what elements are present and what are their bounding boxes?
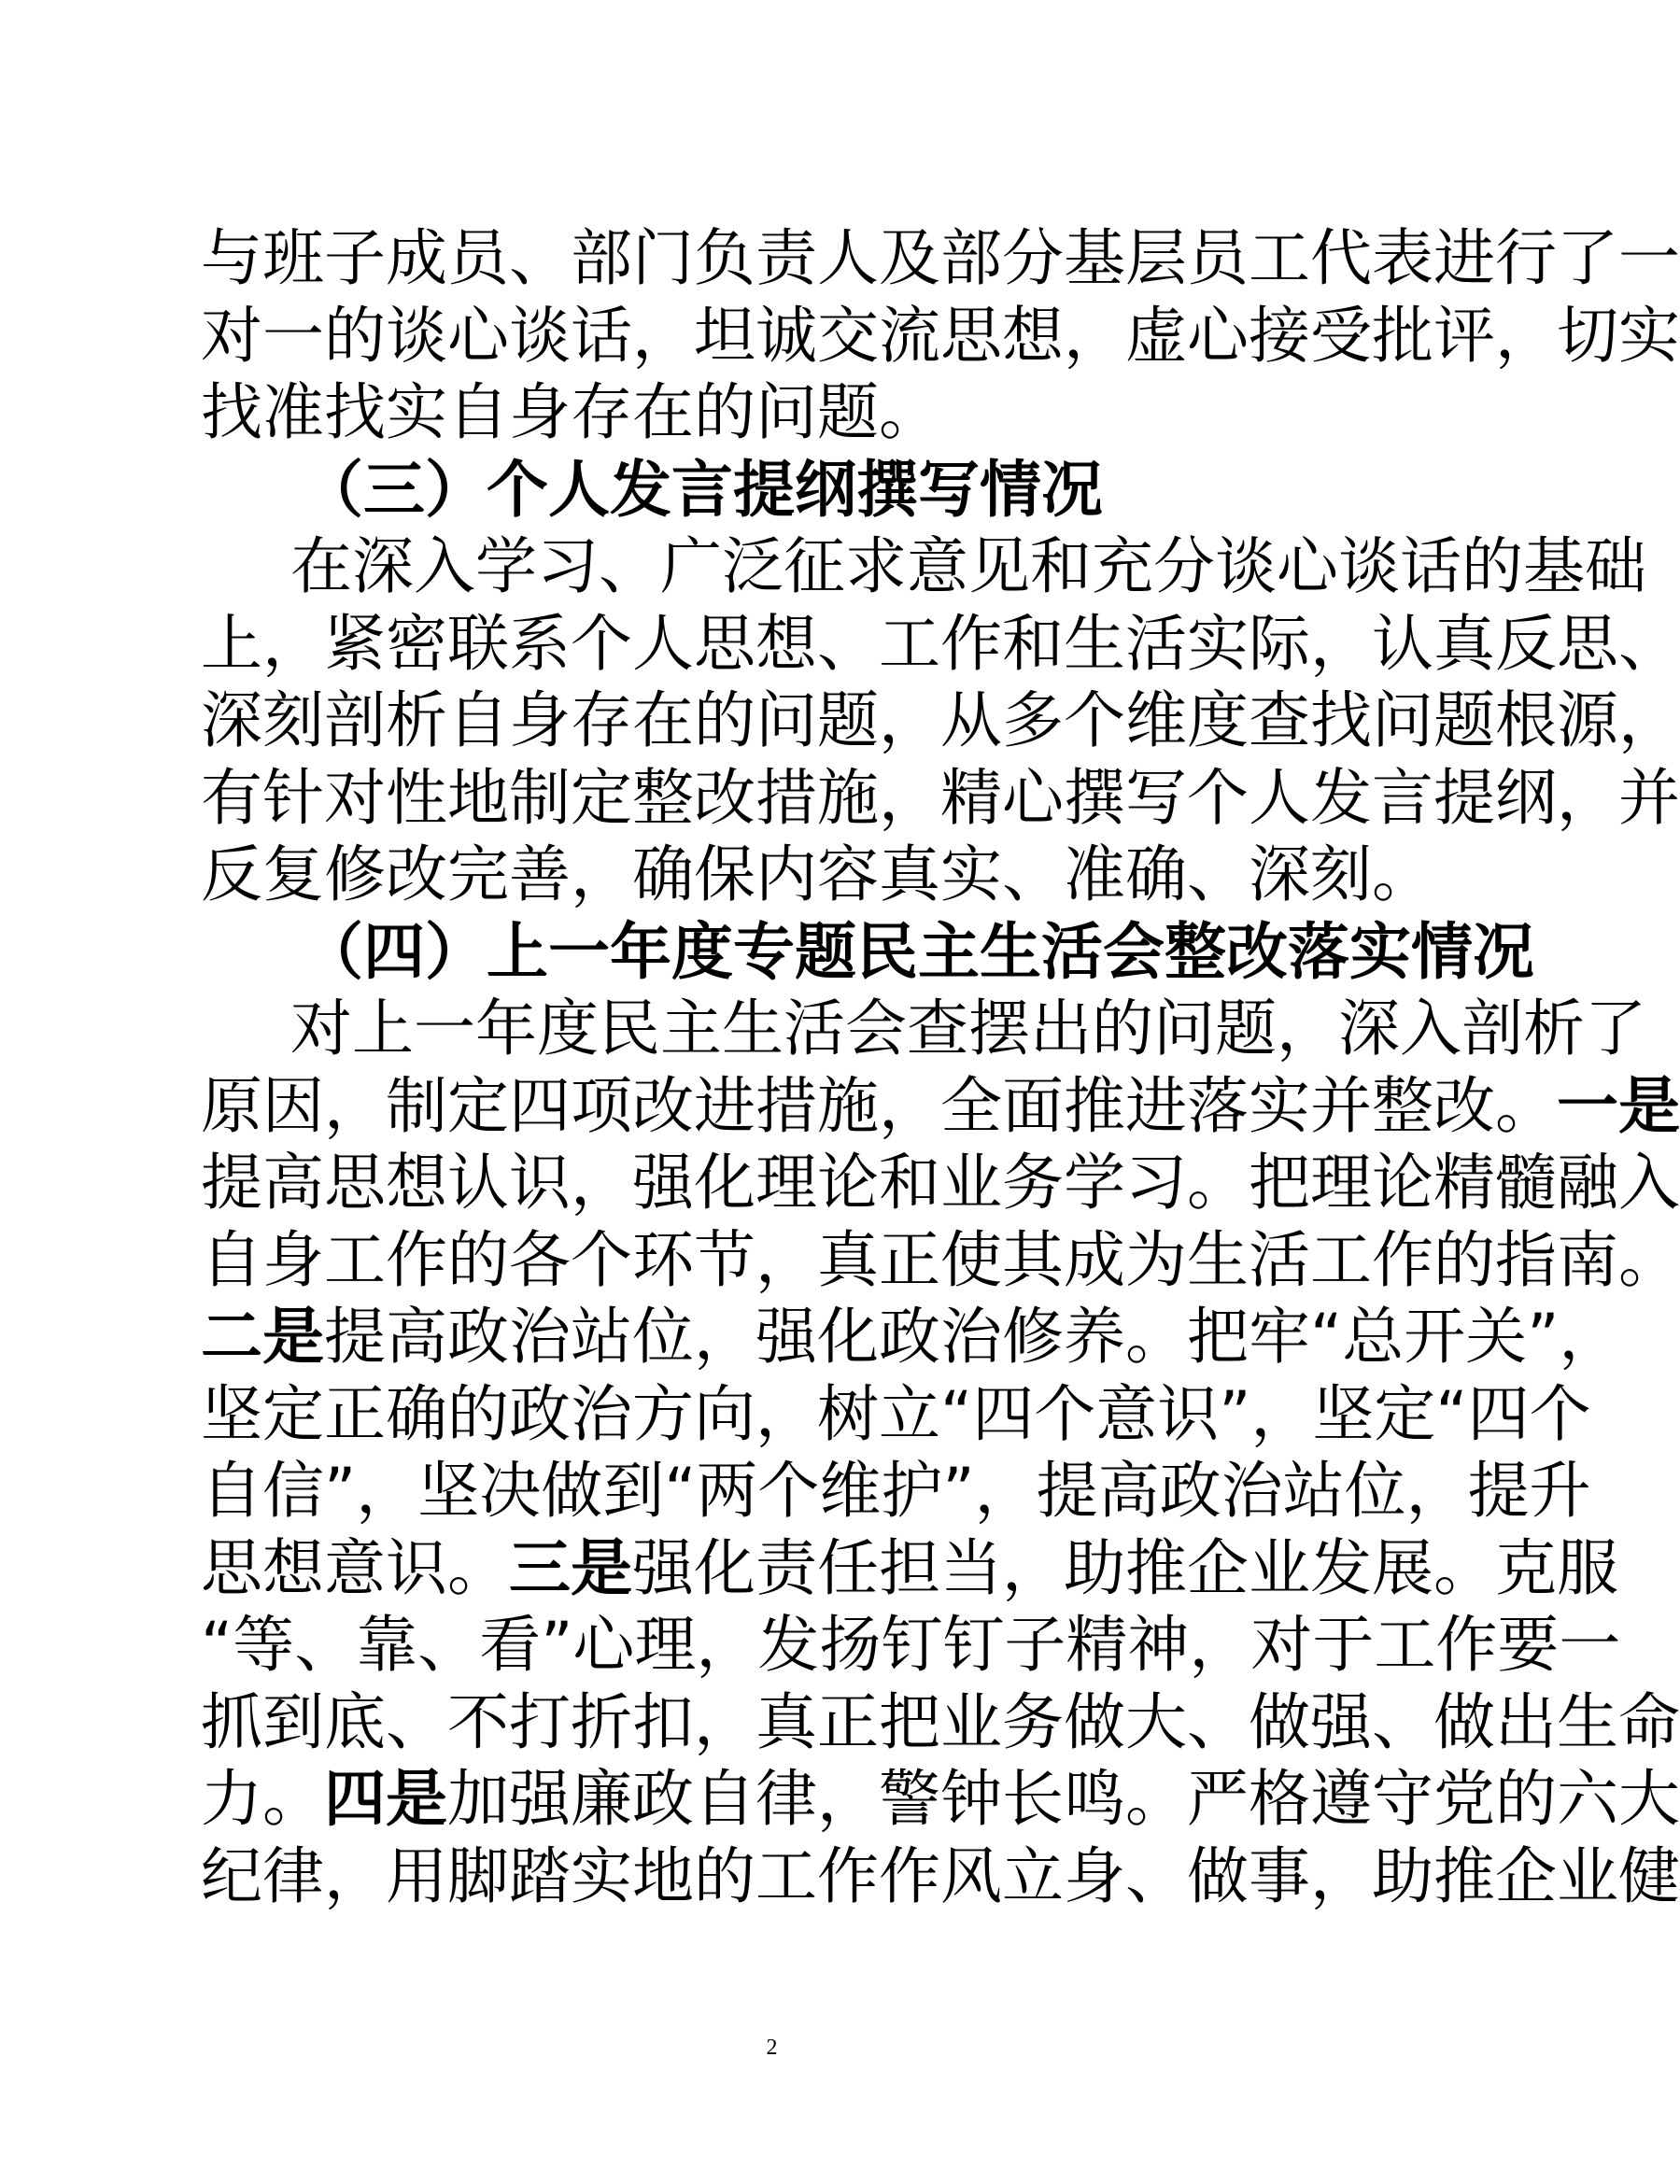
text-line: [201, 1222, 1680, 1300]
text-segment: 抓到底、不打折扣，真正把业务做大、做强、做出生命: [201, 1685, 1680, 1758]
text-segment: 思想意识。: [201, 1531, 509, 1604]
paragraph: [201, 991, 1680, 1915]
text-line: [201, 1068, 1680, 1146]
text-line: [201, 1453, 1591, 1530]
section-heading: [201, 452, 1355, 529]
text-segment: 对上一年度民主生活会查摆出的问题，深入剖析了: [290, 993, 1646, 1064]
text-segment: 自信”，坚决做到“两个维护”，提高政治站位，提升: [201, 1455, 1591, 1527]
paragraph: [201, 528, 1680, 914]
bold-text: 四是: [324, 1763, 447, 1835]
text-line: [201, 1839, 1680, 1916]
text-segment: 与班子成员、部门负责人及部分基层员工代表进行了一: [201, 222, 1680, 294]
text-line: [201, 914, 1534, 992]
text-line: [201, 1299, 1621, 1376]
text-segment: 提高政治站位，强化政治修养。把牢“总开关”，: [324, 1301, 1621, 1373]
text-segment: 力。: [201, 1763, 324, 1835]
paragraph: [201, 220, 1680, 452]
text-line: [201, 683, 1680, 760]
text-segment: （三）个人发言提纲撰写情况: [302, 453, 1103, 526]
text-segment: 加强廉政自律，警钟长鸣。严格遵守党的六大: [447, 1763, 1680, 1835]
section-heading: [201, 914, 1534, 992]
text-line: [201, 452, 1355, 529]
text-segment: 在深入学习、广泛征求意见和充分谈心谈话的基础: [290, 530, 1646, 602]
text-segment: 反复修改完善，确保内容真实、准确、深刻。: [201, 838, 1433, 910]
page-number: 2: [766, 2036, 778, 2060]
bold-text: 三是: [509, 1531, 632, 1604]
text-segment: 有针对性地制定整改措施，精心撰写个人发言提纲，并: [201, 761, 1680, 834]
text-segment: 强化责任担当，助推企业发展。克服: [632, 1531, 1618, 1604]
text-segment: 自身工作的各个环节，真正使其成为生活工作的指南。: [201, 1223, 1680, 1296]
text-line: [201, 220, 1680, 298]
text-line: [201, 991, 1646, 1068]
text-segment: 提高思想认识，强化理论和业务学习。把理论精髓融入: [201, 1147, 1680, 1219]
text-line: [201, 837, 1433, 914]
text-segment: 上，紧密联系个人思想、工作和生活实际，认真反思、: [201, 607, 1680, 680]
text-line: [201, 760, 1680, 838]
text-line: [201, 606, 1680, 683]
text-line: [201, 374, 1355, 452]
text-segment: 深刻剖析自身存在的问题，从多个维度查找问题根源，: [201, 684, 1680, 756]
text-line: [201, 1376, 1591, 1454]
text-segment: 坚定正确的政治方向，树立“四个意识”，坚定“四个: [201, 1377, 1591, 1450]
text-segment: 纪律，用脚踏实地的工作作风立身、做事，助推企业健: [201, 1839, 1680, 1912]
text-line: [201, 1684, 1680, 1762]
text-segment: 对一的谈心谈话，坦诚交流思想，虚心接受批评，切实: [201, 299, 1680, 372]
text-segment: （四）上一年度专题民主生活会整改落实情况: [302, 915, 1534, 988]
text-segment: 原因，制定四项改进措施，全面推进落实并整改。: [201, 1069, 1557, 1142]
text-line: [201, 1761, 1680, 1839]
bold-text: 二是: [201, 1301, 324, 1373]
text-line: [201, 298, 1680, 375]
text-segment: “等、靠、看”心理，发扬钉钉子精神，对于工作要一: [201, 1609, 1621, 1681]
text-line: [201, 1145, 1680, 1222]
text-line: [201, 1607, 1621, 1684]
text-line: [201, 1530, 1618, 1608]
text-segment: 找准找实自身存在的问题。: [201, 376, 940, 448]
text-line: [201, 528, 1646, 606]
document-body: [201, 220, 1680, 1915]
bold-text: 一是: [1557, 1069, 1680, 1142]
